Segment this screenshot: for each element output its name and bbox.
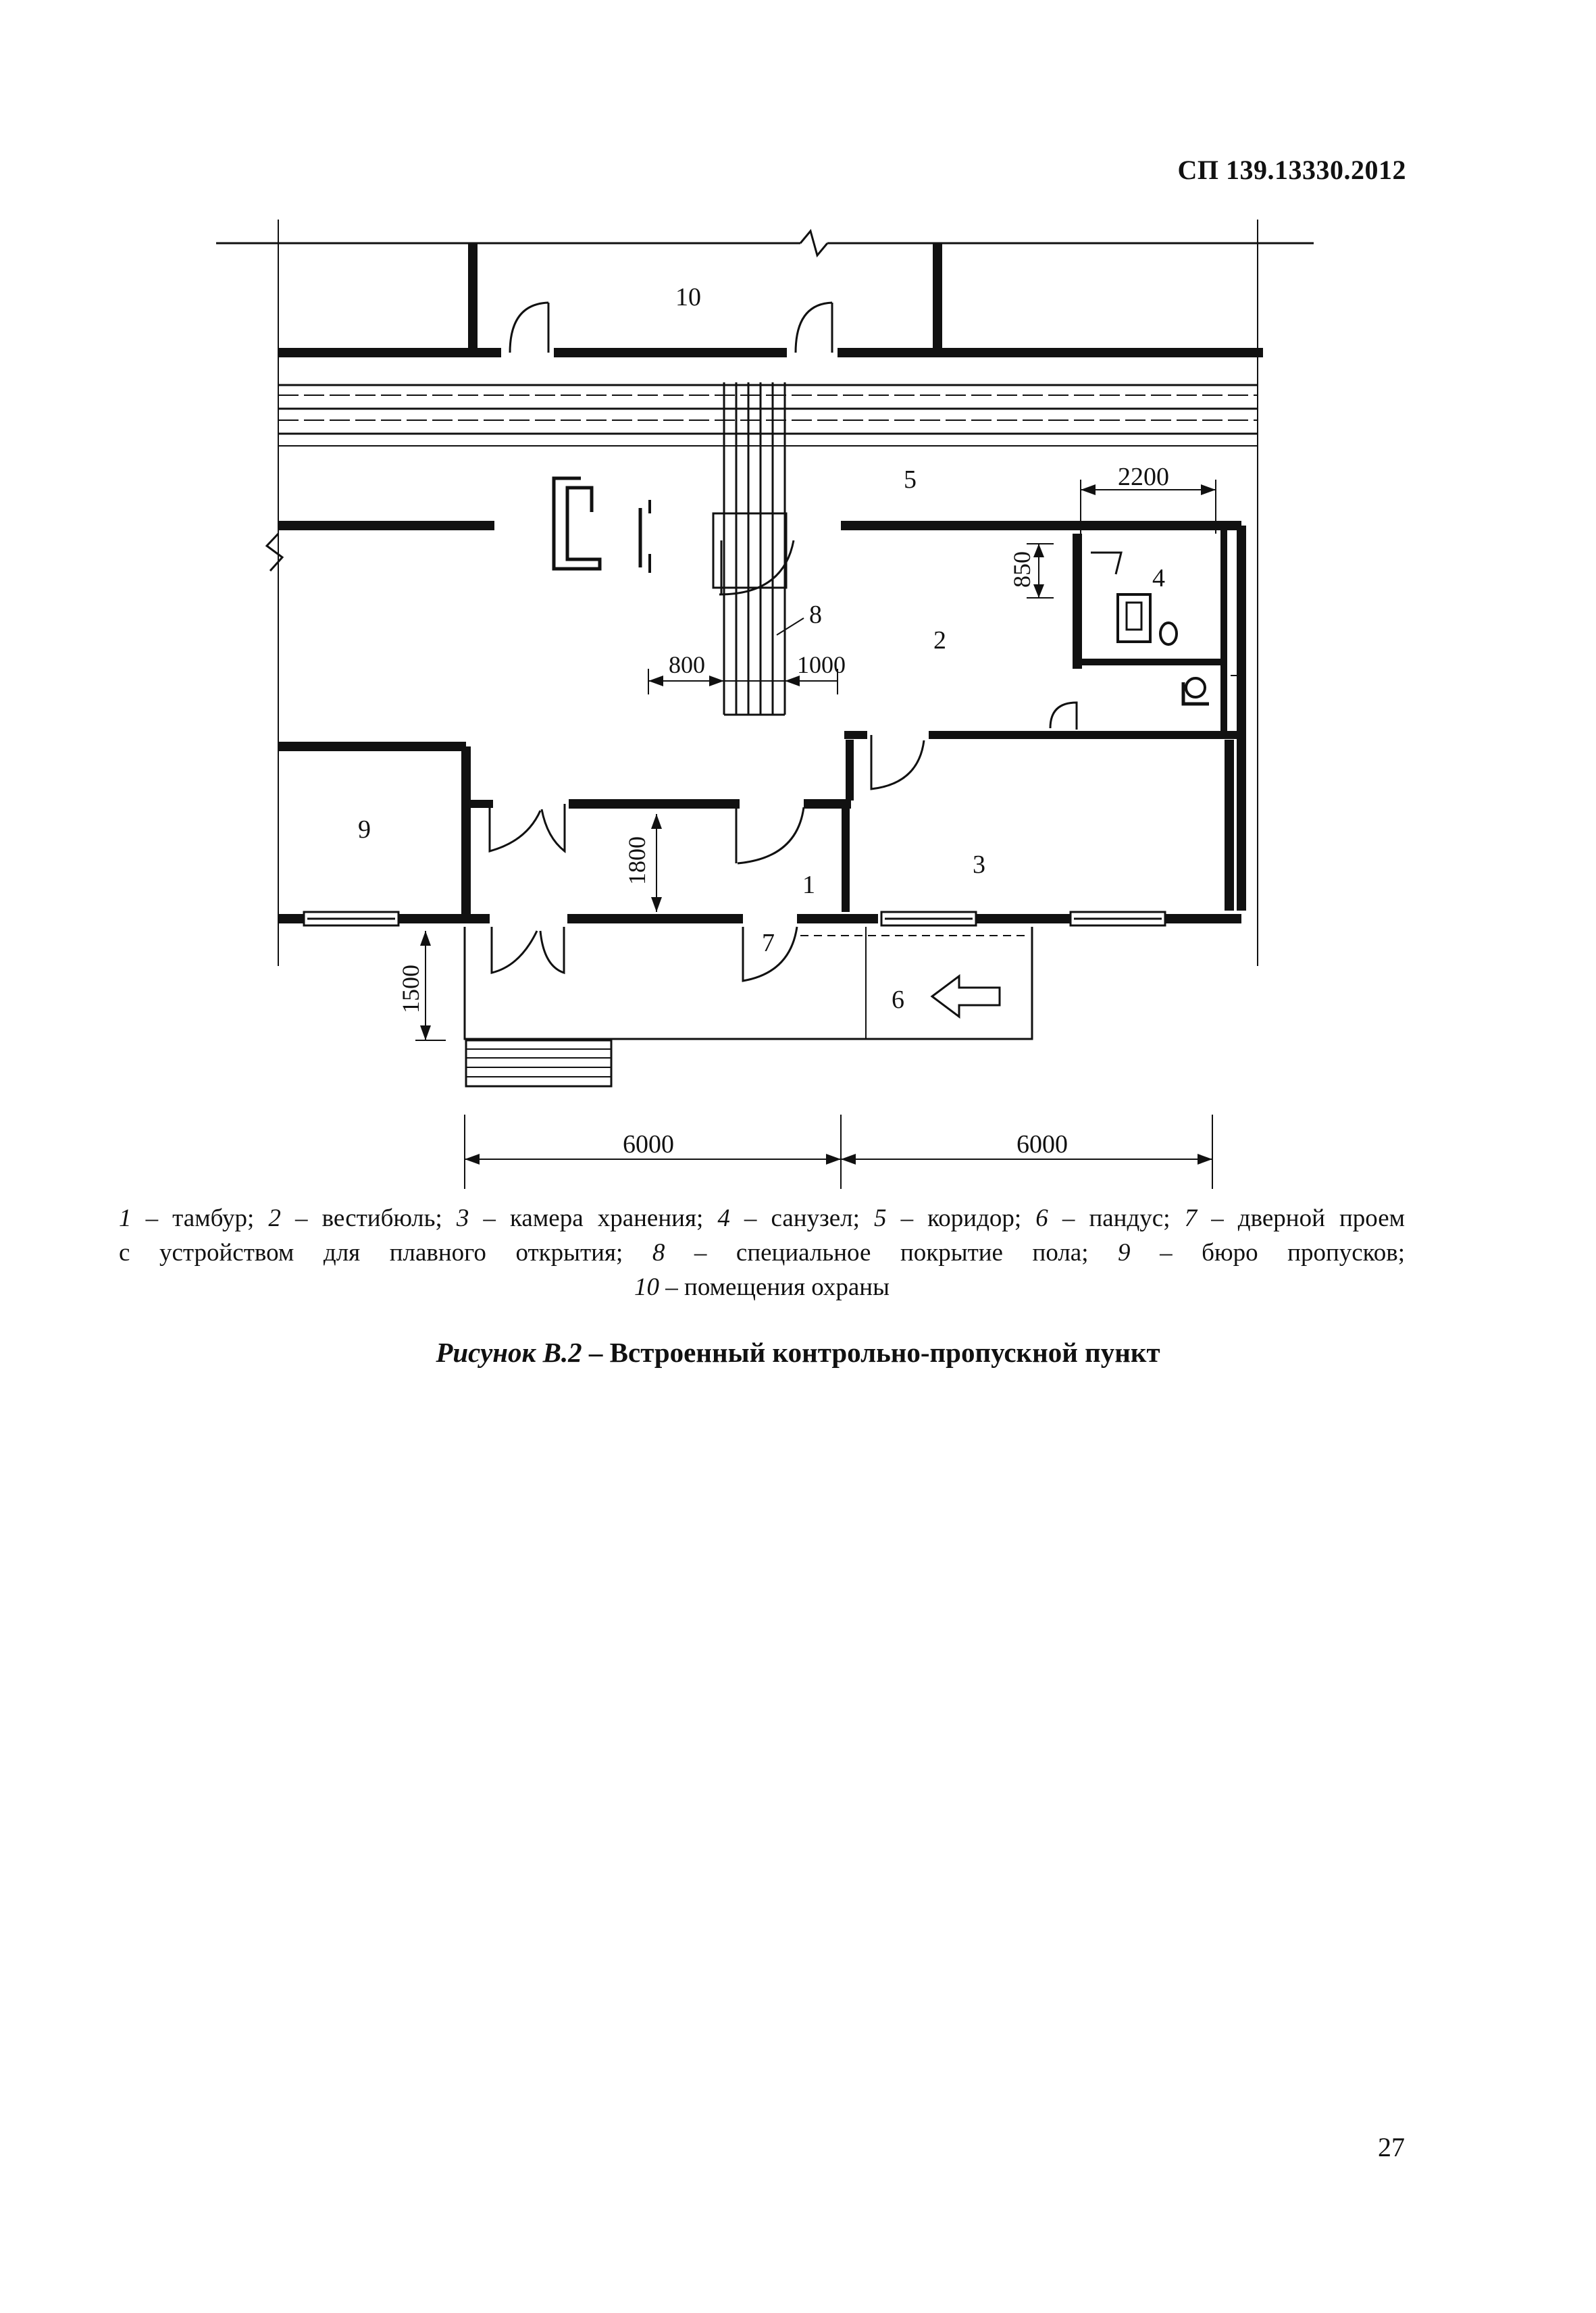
legend-item: 2 – вестибюль;	[268, 1204, 442, 1232]
figure-legend	[119, 1201, 1405, 1304]
dimension-2200: 2200	[1118, 463, 1169, 491]
document-code: СП 139.13330.2012	[1177, 155, 1406, 185]
room-label-8: 8	[809, 601, 822, 629]
room-label-6: 6	[892, 986, 904, 1014]
figure-title: Встроенный контрольно-пропускной пункт	[609, 1337, 1160, 1368]
dimension-1500: 1500	[397, 965, 424, 1013]
room-label-4: 4	[1152, 564, 1165, 592]
room-label-7: 7	[762, 929, 775, 957]
legend-item: 7 – дверной проем	[1184, 1204, 1406, 1232]
dimension-1000: 1000	[797, 651, 846, 678]
room-label-1: 1	[802, 871, 815, 899]
legend-line-2	[119, 1236, 1405, 1270]
room-label-10: 10	[675, 283, 701, 311]
legend-item: 10 – помещения охраны	[634, 1273, 890, 1301]
dimension-6000-right: 6000	[1016, 1130, 1068, 1159]
legend-item: 5 – коридор;	[874, 1204, 1022, 1232]
dimension-850: 850	[1008, 551, 1035, 588]
legend-item: 8 – специальное покрытие пола;	[652, 1239, 1089, 1267]
legend-item-continued: с устройством для плавного открытия;	[119, 1239, 623, 1267]
page-number: 27	[1378, 2132, 1405, 2162]
legend-line-1	[119, 1201, 1405, 1236]
room-label-3: 3	[973, 850, 985, 879]
figure-label: Рисунок В.2	[436, 1337, 582, 1368]
legend-item: 1 – тамбур;	[119, 1204, 255, 1232]
legend-line-3	[119, 1270, 1405, 1304]
dimension-6000-left: 6000	[623, 1130, 674, 1159]
dimension-1800: 1800	[623, 836, 650, 885]
room-label-9: 9	[358, 815, 371, 844]
legend-item: 3 – камера хранения;	[456, 1204, 704, 1232]
dimension-800: 800	[669, 651, 705, 678]
legend-item: 9 – бюро пропусков;	[1118, 1239, 1406, 1267]
legend-item: 4 – санузел;	[717, 1204, 860, 1232]
room-label-5: 5	[904, 465, 917, 494]
room-label-2: 2	[933, 626, 946, 655]
legend-item: 6 – пандус;	[1035, 1204, 1170, 1232]
figure-caption: Рисунок В.2 – Встроенный контрольно-пропускной пункт	[436, 1337, 1160, 1368]
